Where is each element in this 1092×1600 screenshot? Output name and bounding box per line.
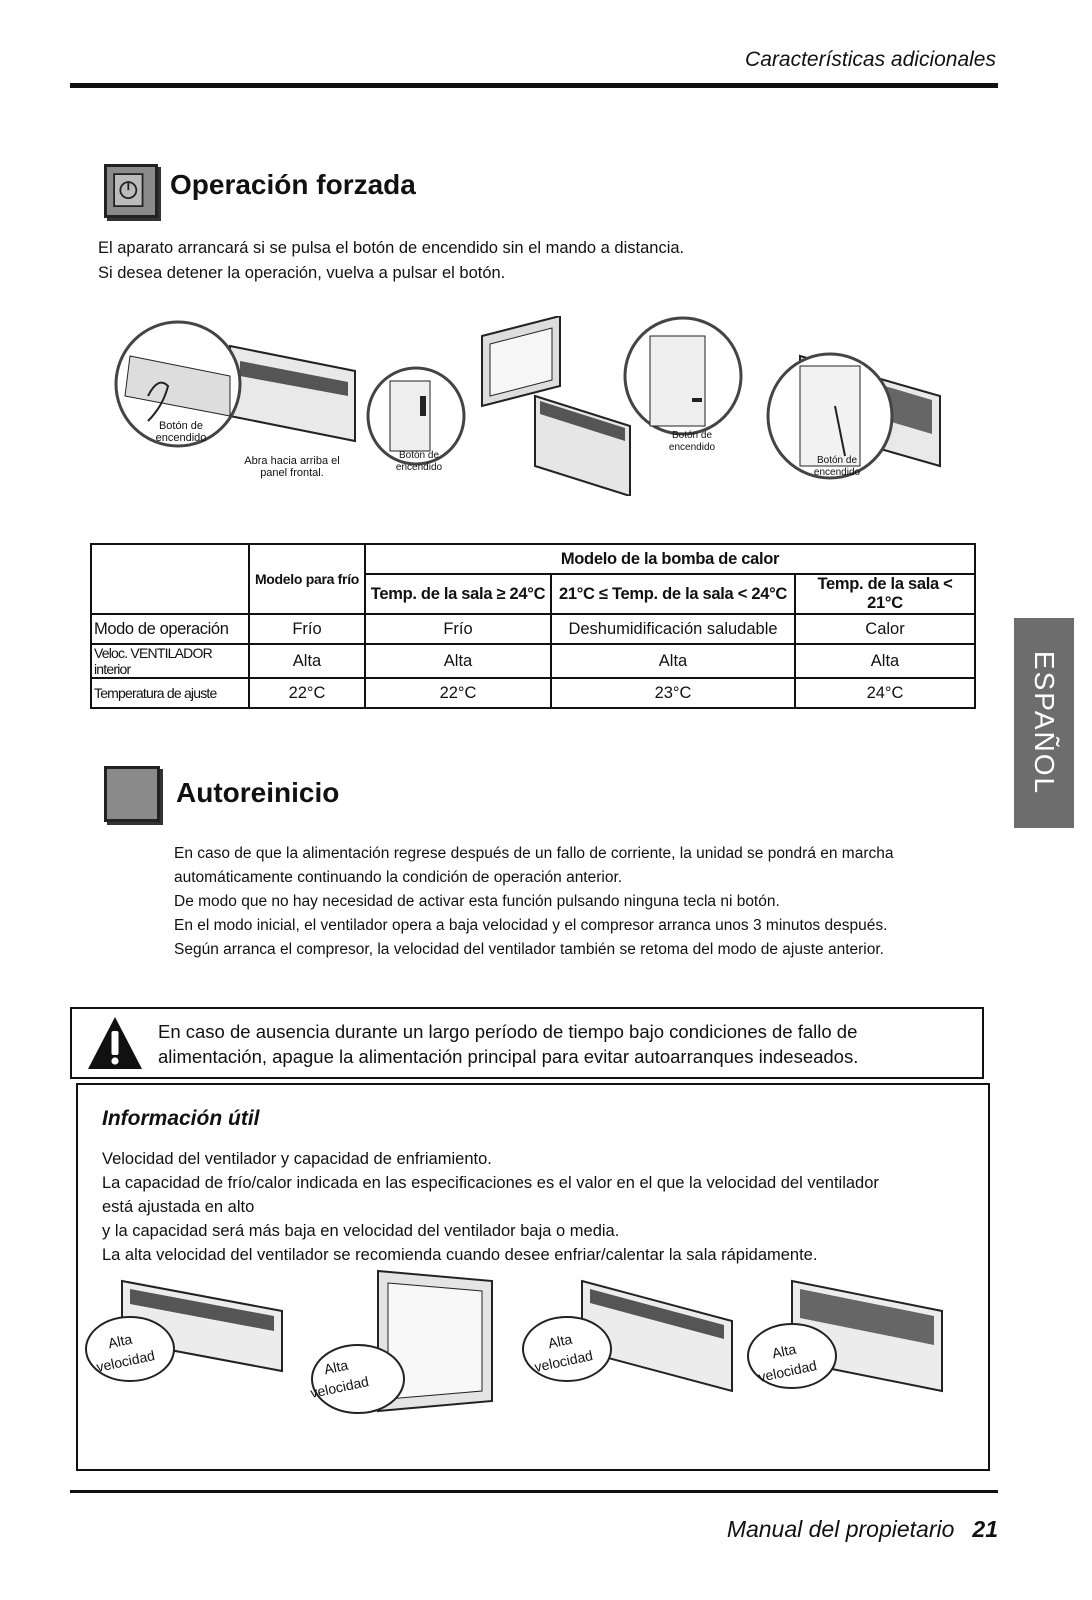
header-temp-lt-21: Temp. de la sala < 21°C	[795, 574, 975, 614]
table-corner	[91, 544, 249, 614]
cell: 22°C	[249, 678, 365, 708]
useful-info-title: Información útil	[102, 1107, 260, 1130]
header-temp-21-24: 21°C ≤ Temp. de la sala < 24°C	[551, 574, 795, 614]
header-cool-model: Modelo para frío	[249, 544, 365, 614]
auto-text-5: Según arranca el compresor, la velocidad del ventilador también se retoma del modo de ajuste anterior.	[174, 941, 884, 958]
info-text-2: La capacidad de frío/calor indicada en las especificaciones es el valor en el que la velocidad del ventilador	[102, 1174, 879, 1192]
bubble-1-top: Alta	[106, 1330, 134, 1352]
cell: Alta	[795, 644, 975, 678]
warning-text-1: En caso de ausencia durante un largo período de tiempo bajo condiciones de fallo de	[158, 1021, 858, 1042]
footer-rule	[70, 1490, 998, 1493]
bubble-3-top: Alta	[546, 1330, 574, 1352]
cell: Deshumidificación saludable	[551, 614, 795, 644]
bubble-4-bottom: velocidad	[756, 1357, 819, 1385]
auto-restart-icon	[104, 766, 160, 822]
power-button-label-3: Botón de encendido	[668, 430, 716, 453]
power-button-label-1: Botón de encendido	[155, 420, 207, 444]
forced-text-1: El aparato arrancará si se pulsa el botón de encendido sin el mando a distancia.	[98, 239, 685, 257]
auto-text-2: automáticamente continuando la condición de operación anterior.	[174, 869, 623, 886]
auto-restart-title: Autoreinicio	[176, 777, 340, 808]
auto-restart-text	[174, 842, 894, 962]
auto-text-4: En el modo inicial, el ventilador opera a baja velocidad y el compresor arranca unos 3 minutos después.	[174, 917, 888, 934]
section-header: Características adicionales	[745, 48, 996, 71]
warning-text	[158, 1019, 858, 1069]
useful-info-text	[102, 1147, 879, 1267]
row-label: Modo de operación	[91, 614, 249, 644]
useful-info-box	[76, 1083, 990, 1471]
info-text-3: está ajustada en alto	[102, 1198, 255, 1216]
auto-text-1: En caso de que la alimentación regrese después de un fallo de corriente, la unidad se pondrá en marcha	[174, 845, 894, 862]
cell: Alta	[249, 644, 365, 678]
power-button-label-4: Botón de encendido	[813, 455, 861, 478]
row-label: Veloc. VENTILADOR interior	[91, 644, 249, 678]
header-temp-ge-24: Temp. de la sala ≥ 24°C	[365, 574, 551, 614]
cell: 23°C	[551, 678, 795, 708]
cell: Calor	[795, 614, 975, 644]
info-text-1: Velocidad del ventilador y capacidad de enfriamiento.	[102, 1150, 492, 1168]
forced-text-2: Si desea detener la operación, vuelva a pulsar el botón.	[98, 264, 506, 282]
bubble-2-bottom: velocidad	[308, 1373, 371, 1401]
open-panel-label: Abra hacia arriba el panel frontal.	[244, 455, 340, 479]
forced-operation-icon	[104, 164, 158, 218]
cell: Alta	[551, 644, 795, 678]
fan-speed-illustration	[82, 1261, 982, 1461]
power-button-label-2: Botón de encendido	[395, 450, 443, 473]
cell: Frío	[365, 614, 551, 644]
table-row	[91, 614, 975, 644]
cell: 22°C	[365, 678, 551, 708]
header-heatpump-model: Modelo de la bomba de calor	[365, 544, 975, 574]
footer	[727, 1516, 998, 1543]
language-tab	[1014, 618, 1074, 828]
bubble-1-bottom: velocidad	[94, 1347, 157, 1375]
bubble-3-bottom: velocidad	[532, 1347, 595, 1375]
cell: 24°C	[795, 678, 975, 708]
table-row	[91, 678, 975, 708]
warning-box	[70, 1007, 984, 1079]
bubble-2-top: Alta	[322, 1356, 350, 1378]
wall-unit-3-illustration	[535, 318, 741, 496]
forced-operation-table	[90, 543, 976, 709]
warning-text-2: alimentación, apague la alimentación principal para evitar autoarranques indeseados.	[158, 1046, 859, 1067]
footer-label: Manual del propietario	[726, 1516, 955, 1542]
header-rule	[70, 83, 998, 88]
warning-icon	[86, 1015, 144, 1071]
cell: Frío	[249, 614, 365, 644]
row-label: Temperatura de ajuste	[91, 678, 249, 708]
forced-operation-title: Operación forzada	[170, 169, 416, 200]
table-row	[91, 644, 975, 678]
info-text-5: La alta velocidad del ventilador se recomienda cuando desee enfriar/calentar la sala rápidamente.	[102, 1246, 818, 1264]
language-tab-label: ESPAÑOL	[1029, 650, 1060, 796]
wall-unit-2-illustration	[368, 316, 560, 464]
info-text-4: y la capacidad será más baja en velocidad del ventilador baja o media.	[102, 1222, 620, 1240]
cell: Alta	[365, 644, 551, 678]
page-number: 21	[972, 1516, 998, 1542]
auto-text-3: De modo que no hay necesidad de activar esta función pulsando ninguna tecla ni botón.	[174, 893, 780, 910]
bubble-4-top: Alta	[770, 1340, 798, 1362]
